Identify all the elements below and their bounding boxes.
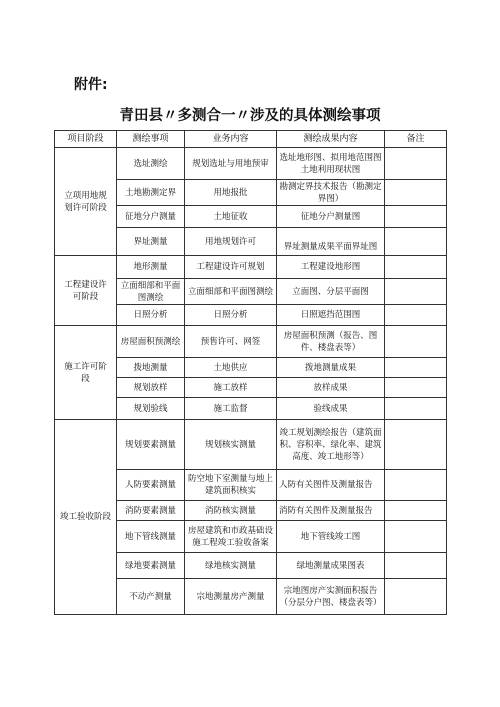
surveying-items-table	[54, 130, 447, 615]
remark-cell	[385, 256, 447, 279]
remark-cell	[385, 326, 447, 358]
remark-cell	[385, 305, 447, 326]
item-cell: 规划放样	[117, 378, 185, 398]
business-cell: 土地供应	[185, 358, 277, 378]
header-business: 业务内容	[185, 131, 277, 148]
result-cell: 立面图、分层平面图	[277, 279, 385, 305]
remark-cell	[385, 501, 447, 521]
business-cell: 立面细部和平面图测绘	[185, 279, 277, 305]
header-item: 测绘事项	[117, 131, 185, 148]
result-cell: 宗地图房产实测面积报告（分层分户图、楼盘表等）	[277, 579, 385, 615]
result-cell: 地下管线竣工图	[277, 521, 385, 553]
business-cell: 房屋建筑和市政基础设施工程竣工验收备案	[185, 521, 277, 553]
result-cell: 选址地形图、拟用地范围图土地利用现状图	[277, 148, 385, 180]
item-cell: 日照分析	[117, 305, 185, 326]
remark-cell	[385, 148, 447, 180]
item-cell: 绿地要素测量	[117, 553, 185, 579]
table-row	[55, 256, 447, 279]
business-cell: 用地规划许可	[185, 228, 277, 256]
remark-cell	[385, 420, 447, 470]
item-cell: 人防要素测量	[117, 470, 185, 501]
item-cell: 界址测量	[117, 228, 185, 256]
result-cell: 人防有关图件及测量报告	[277, 470, 385, 501]
remark-cell	[385, 398, 447, 420]
attachment-label: 附件:	[74, 77, 108, 93]
result-cell: 绿地测量成果图表	[277, 553, 385, 579]
result-cell: 消防有关图件及测量报告	[277, 501, 385, 521]
item-cell: 房屋面积预测绘	[117, 326, 185, 358]
business-cell: 规划选址与用地预审	[185, 148, 277, 180]
business-cell: 用地报批	[185, 180, 277, 206]
item-cell: 消防要素测量	[117, 501, 185, 521]
result-cell: 勘测定界技术报告（勘测定界图）	[277, 180, 385, 206]
remark-cell	[385, 279, 447, 305]
result-cell: 工程建设地形图	[277, 256, 385, 279]
business-cell: 绿地核实测量	[185, 553, 277, 579]
remark-cell	[385, 378, 447, 398]
business-cell: 宗地测量房产测量	[185, 579, 277, 615]
business-cell: 日照分析	[185, 305, 277, 326]
item-cell: 规划验线	[117, 398, 185, 420]
item-cell: 拨地测量	[117, 358, 185, 378]
table-row	[55, 420, 447, 470]
remark-cell	[385, 521, 447, 553]
remark-cell	[385, 470, 447, 501]
item-cell: 土地勘测定界	[117, 180, 185, 206]
stage-cell: 工程建设许可阶段	[55, 256, 117, 326]
result-cell: 房屋面积预测（报告、图件、楼盘表等）	[277, 326, 385, 358]
item-cell: 规划要素测量	[117, 420, 185, 470]
table-row	[55, 148, 447, 180]
business-cell: 土地征收	[185, 206, 277, 228]
item-cell: 征地分户测量	[117, 206, 185, 228]
result-cell: 竣工规划测绘报告（建筑面积、容积率、绿化率、建筑高度、竣工地形等）	[277, 420, 385, 470]
result-cell: 放样成果	[277, 378, 385, 398]
result-cell: 拨地测量成果	[277, 358, 385, 378]
document-title: 青田县〃多测合一〃涉及的具体测绘事项	[119, 108, 381, 124]
table-row	[55, 326, 447, 358]
business-cell: 施工监督	[185, 398, 277, 420]
header-remark: 备注	[385, 131, 447, 148]
result-cell: 界址测量成果平面界址图	[277, 228, 385, 256]
business-cell: 工程建设许可规划	[185, 256, 277, 279]
table-header-row	[55, 131, 447, 148]
remark-cell	[385, 180, 447, 206]
item-cell: 选址测绘	[117, 148, 185, 180]
business-cell: 规划核实测量	[185, 420, 277, 470]
business-cell: 防空地下室测量与地上建筑面积核实	[185, 470, 277, 501]
remark-cell	[385, 358, 447, 378]
remark-cell	[385, 553, 447, 579]
remark-cell	[385, 579, 447, 615]
remark-cell	[385, 206, 447, 228]
item-cell: 立面细部和平面图测绘	[117, 279, 185, 305]
result-cell: 验线成果	[277, 398, 385, 420]
item-cell: 不动产测量	[117, 579, 185, 615]
stage-cell: 竣工验收阶段	[55, 420, 117, 615]
business-cell: 预售许可、网签	[185, 326, 277, 358]
item-cell: 地形测量	[117, 256, 185, 279]
stage-cell: 施工许可阶段	[55, 326, 117, 420]
header-stage: 项目阶段	[55, 131, 117, 148]
remark-cell	[385, 228, 447, 256]
stage-cell: 立项用地规划许可阶段	[55, 148, 117, 256]
business-cell: 消防核实测量	[185, 501, 277, 521]
result-cell: 征地分户测量图	[277, 206, 385, 228]
result-cell: 日照遮挡范围图	[277, 305, 385, 326]
header-result: 测绘成果内容	[277, 131, 385, 148]
business-cell: 施工放样	[185, 378, 277, 398]
item-cell: 地下管线测量	[117, 521, 185, 553]
